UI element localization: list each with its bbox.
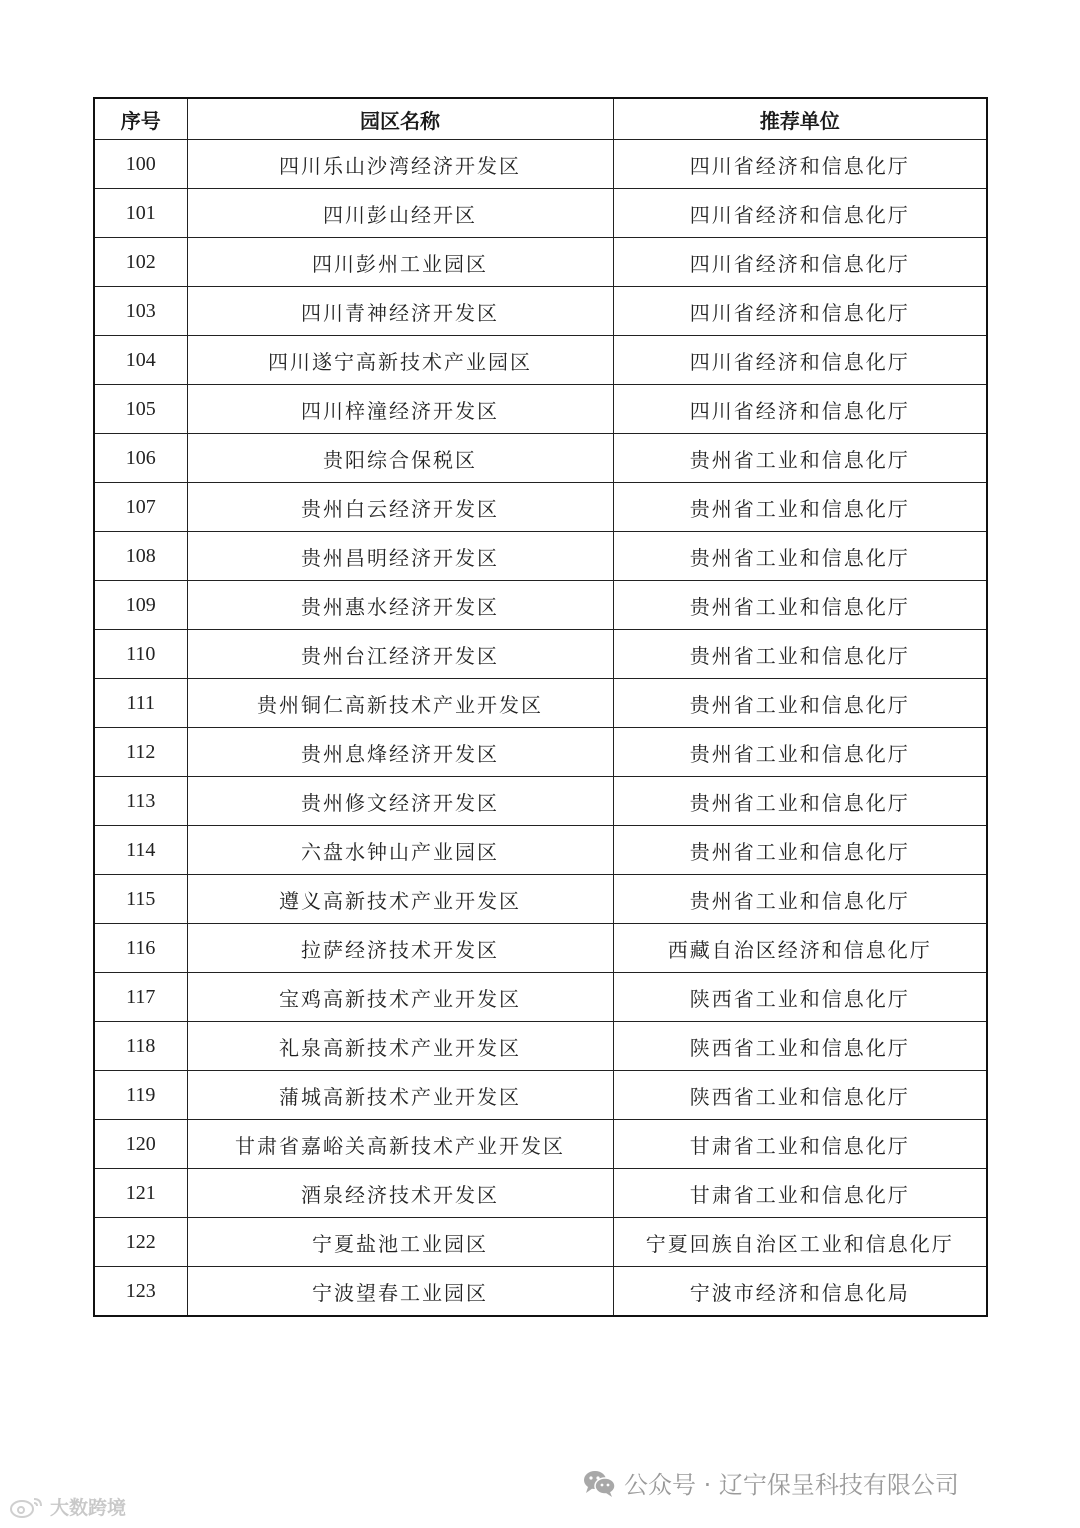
cell-recommending-unit: 四川省经济和信息化厅	[613, 287, 987, 336]
cell-serial-number: 111	[94, 679, 187, 728]
cell-serial-number: 109	[94, 581, 187, 630]
cell-park-name: 礼泉高新技术产业开发区	[187, 1022, 613, 1071]
cell-recommending-unit: 四川省经济和信息化厅	[613, 189, 987, 238]
cell-park-name: 四川梓潼经济开发区	[187, 385, 613, 434]
cell-park-name: 四川彭州工业园区	[187, 238, 613, 287]
header-park-name: 园区名称	[187, 98, 613, 140]
table-row	[94, 973, 987, 1022]
cell-park-name: 四川彭山经开区	[187, 189, 613, 238]
cell-serial-number: 120	[94, 1120, 187, 1169]
cell-park-name: 宁夏盐池工业园区	[187, 1218, 613, 1267]
table-row	[94, 287, 987, 336]
cell-recommending-unit: 四川省经济和信息化厅	[613, 238, 987, 287]
table-row	[94, 1169, 987, 1218]
cell-serial-number: 113	[94, 777, 187, 826]
table-body	[94, 140, 987, 1317]
table-row	[94, 728, 987, 777]
cell-park-name: 甘肃省嘉峪关高新技术产业开发区	[187, 1120, 613, 1169]
cell-park-name: 贵州息烽经济开发区	[187, 728, 613, 777]
cell-recommending-unit: 宁波市经济和信息化局	[613, 1267, 987, 1317]
table-row	[94, 630, 987, 679]
cell-serial-number: 121	[94, 1169, 187, 1218]
table-row	[94, 875, 987, 924]
cell-park-name: 酒泉经济技术开发区	[187, 1169, 613, 1218]
cell-recommending-unit: 四川省经济和信息化厅	[613, 336, 987, 385]
cell-recommending-unit: 甘肃省工业和信息化厅	[613, 1169, 987, 1218]
cell-serial-number: 114	[94, 826, 187, 875]
table-row	[94, 385, 987, 434]
wechat-watermark	[582, 1465, 959, 1500]
cell-recommending-unit: 甘肃省工业和信息化厅	[613, 1120, 987, 1169]
table-row	[94, 532, 987, 581]
cell-park-name: 宝鸡高新技术产业开发区	[187, 973, 613, 1022]
cell-park-name: 贵州台江经济开发区	[187, 630, 613, 679]
cell-serial-number: 122	[94, 1218, 187, 1267]
cell-serial-number: 103	[94, 287, 187, 336]
cell-serial-number: 110	[94, 630, 187, 679]
cell-recommending-unit: 宁夏回族自治区工业和信息化厅	[613, 1218, 987, 1267]
header-serial-number: 序号	[94, 98, 187, 140]
cell-serial-number: 119	[94, 1071, 187, 1120]
cell-serial-number: 104	[94, 336, 187, 385]
cell-serial-number: 116	[94, 924, 187, 973]
cell-recommending-unit: 贵州省工业和信息化厅	[613, 679, 987, 728]
cell-serial-number: 102	[94, 238, 187, 287]
table-row	[94, 1022, 987, 1071]
table-header-row	[94, 98, 987, 140]
cell-serial-number: 100	[94, 140, 187, 189]
table-row	[94, 238, 987, 287]
weibo-watermark	[8, 1493, 126, 1520]
cell-recommending-unit: 贵州省工业和信息化厅	[613, 826, 987, 875]
wechat-icon	[582, 1468, 616, 1498]
cell-recommending-unit: 贵州省工业和信息化厅	[613, 581, 987, 630]
header-recommending-unit: 推荐单位	[613, 98, 987, 140]
cell-serial-number: 108	[94, 532, 187, 581]
cell-park-name: 四川遂宁高新技术产业园区	[187, 336, 613, 385]
cell-park-name: 贵州铜仁高新技术产业开发区	[187, 679, 613, 728]
cell-recommending-unit: 陕西省工业和信息化厅	[613, 1022, 987, 1071]
cell-park-name: 四川青神经济开发区	[187, 287, 613, 336]
cell-park-name: 贵州修文经济开发区	[187, 777, 613, 826]
cell-park-name: 拉萨经济技术开发区	[187, 924, 613, 973]
cell-recommending-unit: 四川省经济和信息化厅	[613, 140, 987, 189]
cell-recommending-unit: 陕西省工业和信息化厅	[613, 973, 987, 1022]
cell-serial-number: 106	[94, 434, 187, 483]
cell-serial-number: 117	[94, 973, 187, 1022]
wechat-watermark-text: 公众号 · 辽宁保呈科技有限公司	[624, 1471, 959, 1499]
weibo-icon	[8, 1495, 46, 1519]
table-row	[94, 336, 987, 385]
table-row	[94, 679, 987, 728]
cell-serial-number: 112	[94, 728, 187, 777]
cell-park-name: 六盘水钟山产业园区	[187, 826, 613, 875]
table-row	[94, 826, 987, 875]
table-row	[94, 924, 987, 973]
cell-park-name: 蒲城高新技术产业开发区	[187, 1071, 613, 1120]
table-row	[94, 1218, 987, 1267]
weibo-watermark-text: 大数跨境	[50, 1497, 127, 1519]
cell-park-name: 贵州白云经济开发区	[187, 483, 613, 532]
cell-park-name: 贵阳综合保税区	[187, 434, 613, 483]
cell-recommending-unit: 贵州省工业和信息化厅	[613, 728, 987, 777]
cell-park-name: 四川乐山沙湾经济开发区	[187, 140, 613, 189]
park-list-table	[93, 97, 988, 1317]
cell-serial-number: 101	[94, 189, 187, 238]
cell-serial-number: 115	[94, 875, 187, 924]
cell-recommending-unit: 西藏自治区经济和信息化厅	[613, 924, 987, 973]
cell-serial-number: 105	[94, 385, 187, 434]
table-row	[94, 1120, 987, 1169]
cell-recommending-unit: 陕西省工业和信息化厅	[613, 1071, 987, 1120]
table-row	[94, 434, 987, 483]
cell-recommending-unit: 贵州省工业和信息化厅	[613, 532, 987, 581]
cell-park-name: 宁波望春工业园区	[187, 1267, 613, 1317]
cell-recommending-unit: 贵州省工业和信息化厅	[613, 875, 987, 924]
cell-recommending-unit: 贵州省工业和信息化厅	[613, 777, 987, 826]
table-row	[94, 581, 987, 630]
cell-serial-number: 118	[94, 1022, 187, 1071]
table-row	[94, 189, 987, 238]
cell-park-name: 遵义高新技术产业开发区	[187, 875, 613, 924]
cell-serial-number: 123	[94, 1267, 187, 1317]
cell-recommending-unit: 贵州省工业和信息化厅	[613, 483, 987, 532]
table-row	[94, 483, 987, 532]
table-row	[94, 1267, 987, 1317]
cell-recommending-unit: 贵州省工业和信息化厅	[613, 434, 987, 483]
cell-park-name: 贵州昌明经济开发区	[187, 532, 613, 581]
cell-serial-number: 107	[94, 483, 187, 532]
cell-park-name: 贵州惠水经济开发区	[187, 581, 613, 630]
table-row	[94, 777, 987, 826]
table-row	[94, 140, 987, 189]
table-row	[94, 1071, 987, 1120]
cell-recommending-unit: 四川省经济和信息化厅	[613, 385, 987, 434]
cell-recommending-unit: 贵州省工业和信息化厅	[613, 630, 987, 679]
